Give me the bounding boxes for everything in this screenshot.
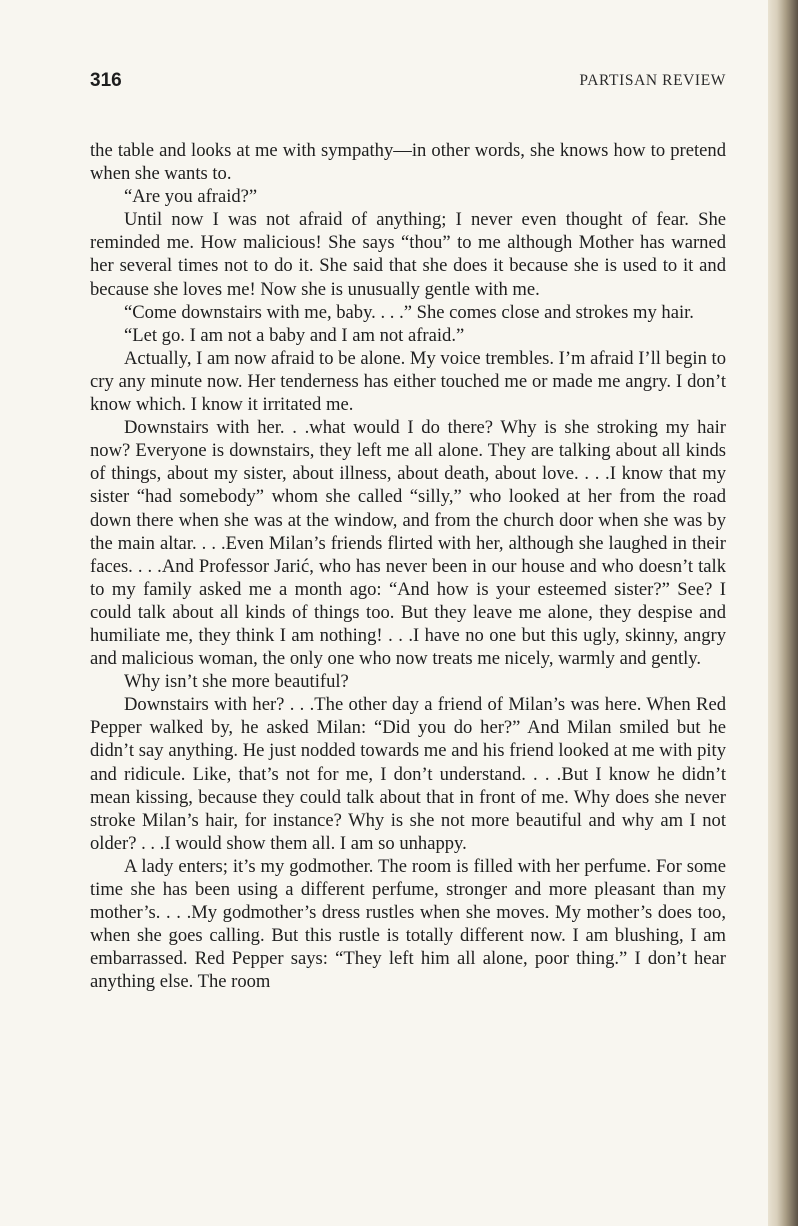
paragraph: “Are you afraid?” <box>124 186 258 208</box>
paragraph: Why isn’t she more beautiful? <box>124 671 349 693</box>
running-head: PARTISAN REVIEW <box>579 72 726 89</box>
page-number: 316 <box>90 70 122 91</box>
paragraph: Until now I was not afraid of anything; I never even thought of fear. She reminded me. How malicious! She says “thou” to me although Mother has warned her several times not to do it. She said that she does it because she is used to it and because she loves me! Now she is unusually gentle with me. <box>90 209 726 300</box>
paragraph: “Come downstairs with me, baby. . . .” She comes close and strokes my hair. <box>124 301 694 323</box>
page-header <box>90 70 726 94</box>
paragraph: Actually, I am now afraid to be alone. My voice trembles. I’m afraid I’ll begin to cry any minute now. Her tenderness has either touched me or made me angry. I don’t know which. I know it irritated me. <box>90 347 726 416</box>
paragraph: Downstairs with her. . .what would I do there? Why is she stroking my hair now? Everyone is downstairs, they left me all alone. They are talking about all kinds of things, about my sister, about illness, about death, about love. . . .I know that my sister “had somebody” whom she called “silly,” who looked at her from the road down there when she was at the window, and from the church door when she was by the main altar. . . .Even Milan’s friends flirted with her, although she laughed in their faces. . . .And Professor Jarić, who has never been in our house and who doesn’t talk to my family asked me a month ago: “And how is your esteemed sister?” See? I could talk about all kinds of things too. But they leave me alone, they despise and humiliate me, they think I am nothing! . . .I have no one but this ugly, skinny, angry and malicious woman, the only one who now treats me nicely, warmly and gently. <box>90 417 726 670</box>
paragraph: Downstairs with her? . . .The other day a friend of Milan’s was here. When Red Pepper walked by, he asked Milan: “Did you do her?” And Milan smiled but he didn’t say anything. He just nodded towards me and his friend looked at me with pity and ridicule. Like, that’s not for me, I don’t understand. . . .But I know he didn’t mean kissing, because they could talk about that in front of me. Why does she never stroke Milan’s hair, for instance? Why is she not more beautiful and why am I not older? . . .I would show them all. I am so unhappy. <box>90 694 726 854</box>
paragraph: A lady enters; it’s my godmother. The room is filled with her perfume. For some time she has been using a different perfume, stronger and more pleasant than my mother’s. . . .My godmother’s dress rustles when she moves. My mother’s does too, when she goes calling. But this rustle is totally different now. I am blushing, I am embarrassed. Red Pepper says: “They left him all alone, poor thing.” I don’t hear anything else. The room <box>90 855 726 993</box>
paragraph: the table and looks at me with sympathy—in other words, she knows how to pretend when she wants to. <box>90 140 726 185</box>
paragraph: “Let go. I am not a baby and I am not afraid.” <box>124 324 465 346</box>
page-edge-shadow <box>768 0 798 1226</box>
body-text <box>90 139 726 993</box>
